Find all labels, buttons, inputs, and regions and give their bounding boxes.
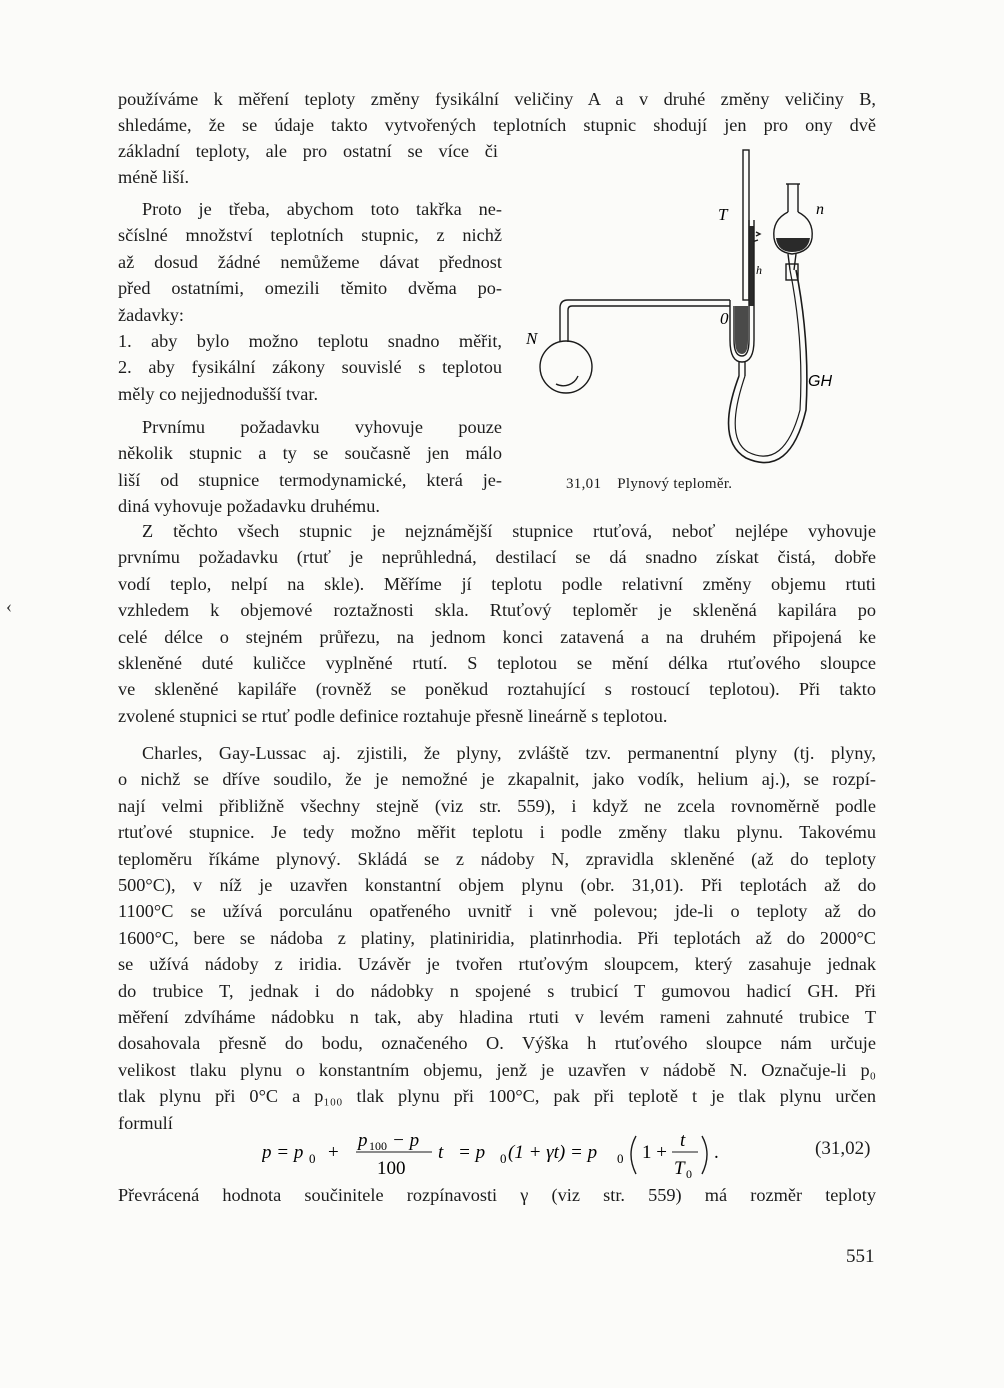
formula-end: . bbox=[714, 1142, 719, 1163]
text-line: velikost tlaku plynu o konstantním objemu, jenž je uzavřen v nádobě N. Označuje-li p₀ bbox=[118, 1059, 876, 1080]
text-line: o nichž se dříve soudilo, že je nemožné je zkapalnit, jako vodík, helium aj.), se rozpí- bbox=[118, 769, 876, 790]
text-line: měly co nejjednodušší tvar. bbox=[118, 383, 319, 404]
text-line: méně liší. bbox=[118, 167, 190, 188]
text-line: 2. aby fysikální zákony souvislé s teplotou bbox=[118, 357, 502, 378]
equation-number: (31,02) bbox=[815, 1138, 871, 1159]
formula-den: 100 bbox=[377, 1158, 406, 1179]
text-line: tlak plynu při 0°C a p₁₀₀ tlak plynu při 100°C, pak při teplotě t je tlak plynu určen bbox=[118, 1086, 876, 1107]
text-line: 1600°C, bere se nádoba z platiny, platiniridia, platinrhodia. Při teplotách až do 2000°C bbox=[118, 927, 876, 948]
paragraph-1-continuation bbox=[118, 138, 498, 191]
formula-frac2-den: T bbox=[674, 1158, 685, 1179]
paragraph-3 bbox=[118, 414, 502, 520]
formula-sub0-c: 0 bbox=[617, 1151, 624, 1166]
text-line: sčíslné množství teplotních stupnic, z nichž bbox=[118, 225, 502, 246]
text-line: rtuťové stupnice. Je tedy možno měřit teplotu i podle změny tlaku plynu. Takovému bbox=[118, 822, 876, 843]
text-line: diná vyhovuje požadavku druhému. bbox=[118, 496, 380, 517]
text-line: žadavky: bbox=[118, 304, 184, 325]
formula-plus: + bbox=[328, 1142, 339, 1163]
formula-mid: = p bbox=[458, 1142, 486, 1163]
formula-lhs: p = p bbox=[262, 1142, 304, 1163]
text-line: 1100°C se užívá porculánu opatřeného uvnitř i vně polevou; jde-li o teploty až do bbox=[118, 901, 876, 922]
formula-sub0: 0 bbox=[309, 1151, 316, 1166]
figure-caption-text: Plynový teploměr. bbox=[617, 476, 733, 492]
formula-one: 1 + bbox=[642, 1142, 667, 1163]
figure-caption bbox=[566, 476, 732, 493]
text-line: Proto je třeba, abychom toto takřka ne- bbox=[142, 199, 502, 219]
paragraph-1 bbox=[118, 86, 876, 139]
formula-minus: − p bbox=[392, 1130, 420, 1151]
text-line: Charles, Gay-Lussac aj. zjistili, že plyny, zvláště tzv. permanentní plyny (tj. plyny, bbox=[142, 743, 876, 763]
text-line: celé délce o stejném průřezu, na jednom konci zatavená a na druhém připojená ke bbox=[118, 626, 876, 647]
text-line: před ostatními, omezili těmito dvěma po- bbox=[118, 278, 502, 299]
margin-mark: ‹ bbox=[6, 596, 12, 616]
formula-num: p bbox=[358, 1130, 368, 1151]
paragraph-4 bbox=[118, 518, 876, 729]
text-line: dosahovala přesně do bodu, označeného O. Výška h rtuťového sloupce nám určuje bbox=[118, 1033, 876, 1054]
text-line: skleněné duté kuličce vyplněné rtutí. S teplotou se mění délka rtuťového sloupce bbox=[118, 653, 876, 674]
label-t: T bbox=[718, 205, 728, 224]
text-line: Převrácená hodnota součinitele rozpínavosti γ (viz str. 559) má rozměr teploty bbox=[118, 1185, 876, 1205]
label-n: n bbox=[816, 201, 824, 218]
formula-sub0-b: 0 bbox=[500, 1151, 507, 1166]
formula-paren: (1 + γt) = p bbox=[508, 1142, 598, 1163]
label-gh: GH bbox=[808, 373, 832, 390]
formula-frac2-den-sub: 0 bbox=[686, 1167, 692, 1180]
text-line: shledáme, že se údaje takto vytvořených teplotních stupnic shodují jen pro ony dvě bbox=[118, 115, 876, 136]
text-line: několik stupnic a ty se současně jen málo bbox=[118, 443, 502, 464]
text-line: zvolené stupnici se rtuť podle definice roztahuje přesně lineárně s teplotou. bbox=[118, 705, 668, 726]
text-line: vodí teplo, nelpí na skle). Měříme jí teplotu podle relativní změny objemu rtuti bbox=[118, 573, 876, 594]
paragraph-2 bbox=[118, 196, 502, 407]
text-line: základní teploty, ale pro ostatní se více či bbox=[118, 141, 498, 161]
text-line: až dosud žádné nemůžeme dávat přednost bbox=[118, 251, 502, 272]
paragraph-6 bbox=[118, 1182, 876, 1208]
text-line: Prvnímu požadavku vyhovuje pouze bbox=[142, 417, 502, 437]
text-line: používáme k měření teploty změny fysikální veličiny A a v druhé změny veličiny B, bbox=[118, 89, 876, 109]
text-line: vzhledem k objemové roztažnosti skla. Rtuťový teploměr je skleněná kapilára po bbox=[118, 600, 876, 621]
text-line: Z těchto všech stupnic je nejznámější stupnice rtuťová, neboť nejlépe vyhovuje bbox=[142, 521, 876, 541]
text-line: ve skleněné kapiláře (rovněž se poněkud roztahující s rostoucí teplotou). Při takto bbox=[118, 679, 876, 700]
paragraph-5 bbox=[118, 740, 876, 1136]
text-line: se užívá nádoby z iridia. Uzávěr je tvořen rtuťovým sloupcem, který zasahuje jednak bbox=[118, 954, 876, 975]
text-line: měření zdvíháme nádobku n tak, aby hladina rtuti v levém rameni zahnuté trubice T bbox=[118, 1007, 876, 1028]
formula-num-sub: 100 bbox=[369, 1139, 387, 1153]
text-line: prvnímu požadavku (rtuť je neprůhledná, destilací se dá snadno získat čistá, dobře bbox=[118, 547, 876, 568]
label-h: h bbox=[756, 263, 762, 277]
formula-frac2-num: t bbox=[680, 1130, 686, 1151]
text-line: do trubice T, jednak i do nádobky n spojené s trubicí T gumovou hadicí GH. Při bbox=[118, 980, 876, 1001]
text-line: nají velmi přibližně všechny stejně (viz str. 559), i když ne zcela rovnoměrně podle bbox=[118, 795, 876, 816]
label-o: 0 bbox=[720, 309, 729, 328]
gas-thermometer-figure bbox=[520, 140, 870, 500]
page-number: 551 bbox=[846, 1246, 875, 1267]
formula-31-02 bbox=[262, 1128, 782, 1180]
formula-t: t bbox=[438, 1142, 444, 1163]
text-line: 1. aby bylo možno teplotu snadno měřit, bbox=[118, 331, 502, 352]
label-n-vessel: N bbox=[526, 329, 538, 348]
text-line: liší od stupnice termodynamické, která je- bbox=[118, 469, 502, 490]
text-line: 500°C), v níž je uzavřen konstantní objem plynu (obr. 31,01). Při teplotách až do bbox=[118, 875, 876, 896]
figure-number: 31,01 bbox=[566, 476, 602, 492]
text-line: teploměru říkáme plynový. Skládá se z nádoby N, zpravidla skleněné (až do teploty bbox=[118, 848, 876, 869]
text-line: formulí bbox=[118, 1112, 173, 1133]
